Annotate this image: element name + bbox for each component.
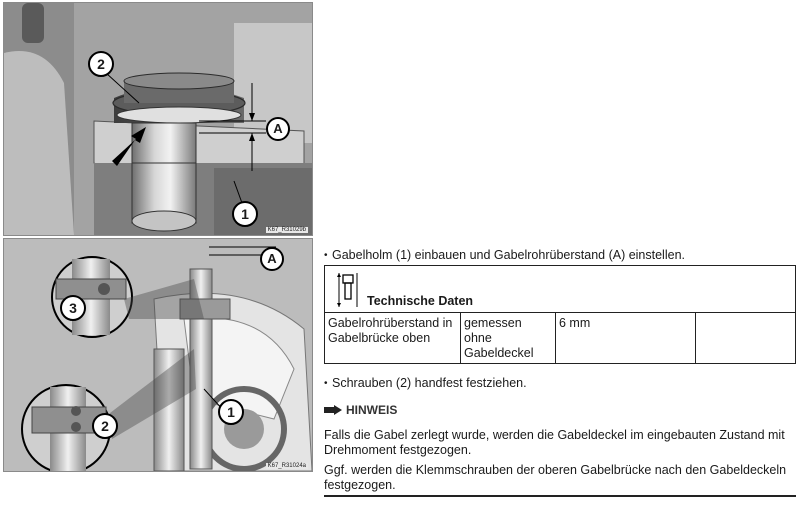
cell-condition: gemessen ohne Gabeldeckel bbox=[461, 313, 556, 363]
note-label: HINWEIS bbox=[346, 403, 398, 417]
note-paragraph-2: Ggf. werden die Klemmschrauben der oberen Gabelbrücke nach den Gabeldeckeln festgezogen. bbox=[324, 463, 787, 492]
note-paragraph-1: Falls die Gabel zerlegt wurde, werden die Gabeldeckel im eingebauten Zustand mit Drehmoment festgezogen. bbox=[324, 428, 785, 457]
note-heading bbox=[324, 403, 397, 418]
step-text: Gabelholm (1) einbauen und Gabelrohrüberstand (A) einstellen. bbox=[332, 248, 685, 262]
cell-parameter: Gabelrohrüberstand in Gabelbrücke oben bbox=[325, 313, 461, 363]
cell-note bbox=[696, 313, 795, 363]
callout-2: 2 bbox=[92, 413, 118, 439]
tech-data-title: Technische Daten bbox=[367, 294, 474, 308]
figure-code: K67_R31029b bbox=[267, 227, 306, 233]
step-2 bbox=[324, 376, 527, 391]
measure-caliper-icon bbox=[337, 271, 359, 311]
section-divider bbox=[324, 495, 796, 497]
step-1 bbox=[324, 248, 685, 263]
callout-3: 3 bbox=[60, 295, 86, 321]
step-text: Schrauben (2) handfest festziehen. bbox=[332, 376, 527, 390]
pointing-hand-icon bbox=[324, 405, 342, 415]
callout-2: 2 bbox=[88, 51, 114, 77]
figure-code: K67_R31024a bbox=[267, 463, 306, 469]
bullet-icon: • bbox=[324, 250, 328, 261]
tech-data-header bbox=[325, 266, 795, 313]
tech-data-table bbox=[324, 265, 796, 364]
cell-value: 6 mm bbox=[556, 313, 696, 363]
figure-fork-mounted bbox=[3, 238, 313, 472]
table-row bbox=[325, 313, 795, 363]
callout-1: 1 bbox=[218, 399, 244, 425]
motorcycle-front-illustration bbox=[4, 239, 312, 471]
callout-a: A bbox=[260, 247, 284, 271]
figure-fork-tube-top bbox=[3, 2, 313, 236]
callout-a: A bbox=[266, 117, 290, 141]
callout-1: 1 bbox=[232, 201, 258, 227]
bullet-icon: • bbox=[324, 378, 328, 389]
fork-tube-illustration bbox=[4, 3, 312, 235]
